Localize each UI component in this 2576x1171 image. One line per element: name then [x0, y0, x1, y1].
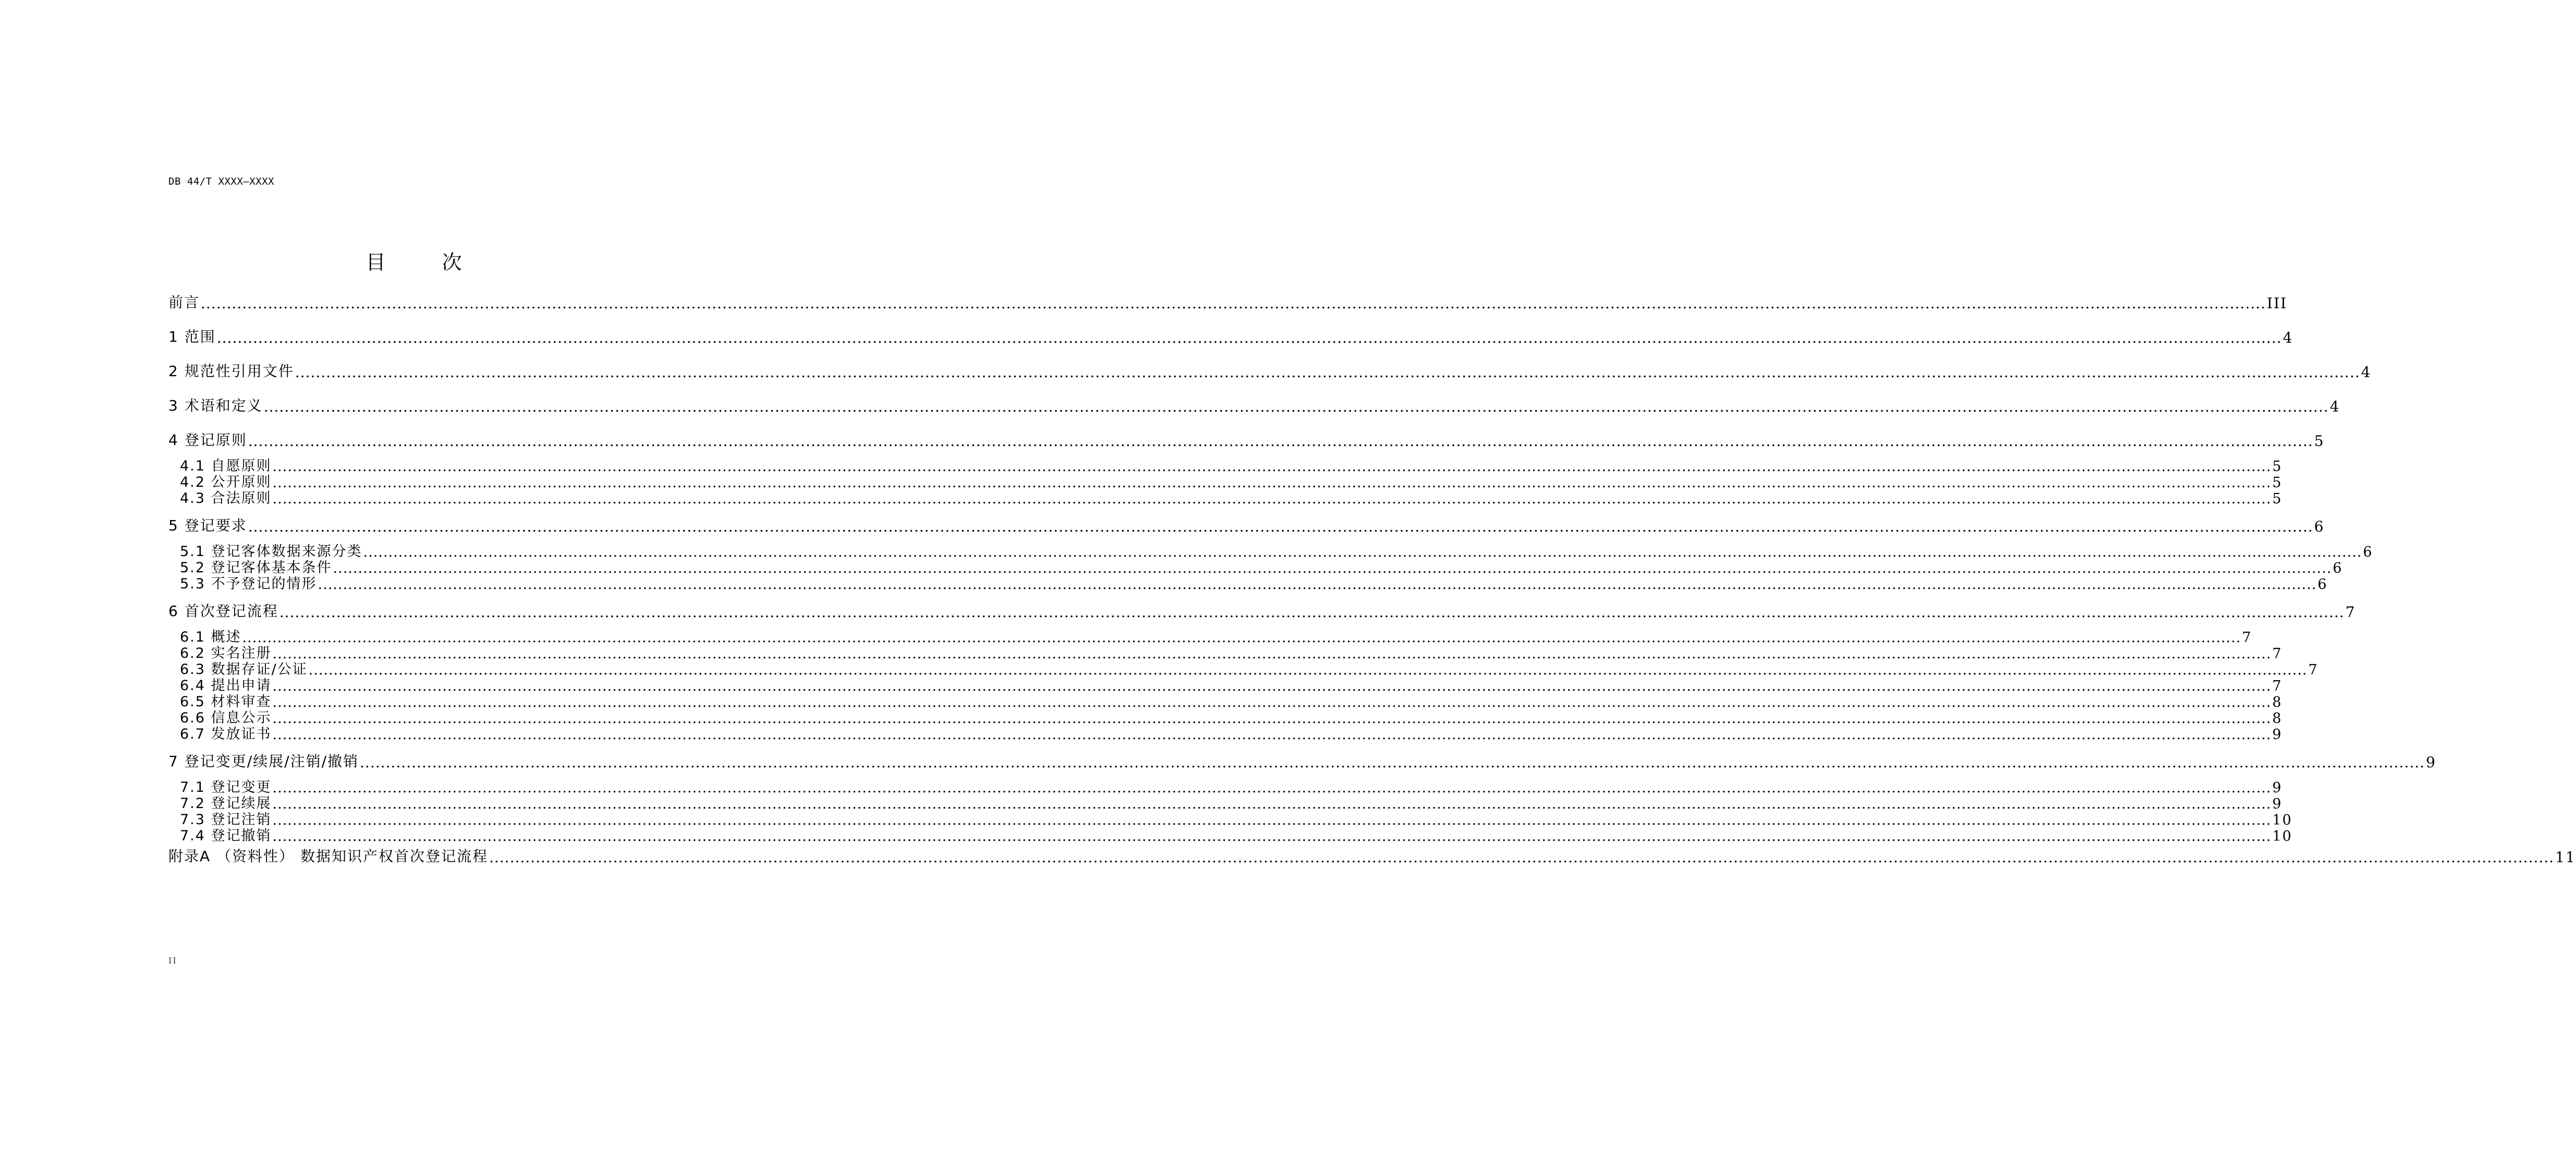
- toc-leader-dots: ................................................................................................................................................................................................................................................................................................................................................................................................................: [272, 458, 2271, 475]
- toc-entry[interactable]: [168, 848, 2576, 866]
- toc-entry-page: 4: [2329, 398, 2340, 415]
- toc-leader-dots: ................................................................................................................................................................................................................................................................................................................................................................................................................: [201, 295, 2266, 312]
- toc-entry-page: 4: [2361, 364, 2372, 381]
- toc-entry-page: 9: [2426, 754, 2437, 771]
- toc-entry-page: 10: [2272, 812, 2292, 828]
- toc-entry[interactable]: [168, 753, 2437, 771]
- toc-entry-page: 8: [2272, 694, 2282, 710]
- toc-entry-page: 4: [2282, 329, 2293, 346]
- toc-entry-label: 6.2 实名注册: [180, 645, 272, 661]
- toc-entry[interactable]: [168, 363, 2372, 381]
- toc-leader-dots: ................................................................................................................................................................................................................................................................................................................................................................................................................: [216, 329, 2282, 346]
- toc-entry-label: 6.1 概述: [180, 629, 241, 645]
- toc-entry-page: 7: [2345, 603, 2356, 621]
- toc-entry-page: 9: [2272, 780, 2282, 796]
- toc-entry-label: 7.3 登记注销: [180, 812, 272, 828]
- toc-leader-dots: ................................................................................................................................................................................................................................................................................................................................................................................................................: [272, 678, 2271, 694]
- toc-leader-dots: ................................................................................................................................................................................................................................................................................................................................................................................................................: [295, 364, 2360, 381]
- toc-entry-page: 6: [2332, 560, 2343, 576]
- document-code: DB 44/T XXXX—XXXX: [168, 176, 274, 187]
- toc-entry-label: 前言: [168, 294, 200, 311]
- toc-entry[interactable]: [168, 517, 2325, 535]
- toc-leader-dots: ................................................................................................................................................................................................................................................................................................................................................................................................................: [248, 518, 2313, 535]
- toc-entry-label: 6.7 发放证书: [180, 726, 272, 742]
- toc-entry-label: 3 术语和定义: [168, 397, 263, 414]
- toc-entry[interactable]: [168, 828, 2292, 844]
- toc-leader-dots: ................................................................................................................................................................................................................................................................................................................................................................................................................: [272, 491, 2271, 507]
- toc-entry-label: 1 范围: [168, 328, 216, 345]
- toc-entry-page: 6: [2363, 544, 2373, 560]
- toc-entry-page: 7: [2272, 646, 2282, 662]
- toc-entry-page: 5: [2272, 475, 2282, 491]
- table-of-contents: [168, 0, 2576, 1171]
- toc-entry-page: 7: [2308, 662, 2318, 678]
- toc-entry-label: 6 首次登记流程: [168, 602, 278, 620]
- toc-entry-label: 2 规范性引用文件: [168, 363, 294, 380]
- toc-leader-dots: ................................................................................................................................................................................................................................................................................................................................................................................................................: [272, 694, 2271, 710]
- page-number: II: [168, 956, 177, 965]
- toc-entry-label: 6.5 材料审查: [180, 694, 272, 710]
- toc-leader-dots: ................................................................................................................................................................................................................................................................................................................................................................................................................: [272, 646, 2271, 662]
- toc-leader-dots: ................................................................................................................................................................................................................................................................................................................................................................................................................: [248, 432, 2313, 450]
- toc-leader-dots: ................................................................................................................................................................................................................................................................................................................................................................................................................: [308, 662, 2307, 678]
- toc-leader-dots: ................................................................................................................................................................................................................................................................................................................................................................................................................: [272, 796, 2271, 812]
- toc-leader-dots: ................................................................................................................................................................................................................................................................................................................................................................................................................: [272, 780, 2271, 796]
- toc-entry-label: 6.4 提出申请: [180, 678, 272, 694]
- toc-entry[interactable]: [168, 328, 2293, 346]
- toc-entry-page: 8: [2272, 710, 2282, 727]
- toc-leader-dots: ................................................................................................................................................................................................................................................................................................................................................................................................................: [272, 727, 2271, 743]
- toc-entry[interactable]: [168, 490, 2282, 507]
- toc-entry[interactable]: [168, 576, 2328, 593]
- toc-leader-dots: ................................................................................................................................................................................................................................................................................................................................................................................................................: [363, 544, 2362, 560]
- toc-entry-page: 6: [2314, 518, 2325, 535]
- toc-entry-page: 11: [2555, 849, 2576, 866]
- toc-entry[interactable]: [168, 726, 2282, 743]
- toc-entry-page: 6: [2317, 576, 2328, 593]
- toc-entry-label: 6.6 信息公示: [180, 710, 272, 726]
- toc-entry-page: 5: [2272, 458, 2282, 475]
- toc-entry-label: 附录A （资料性） 数据知识产权首次登记流程: [168, 848, 488, 865]
- toc-entry-label: 7.1 登记变更: [180, 779, 272, 795]
- page-title: 目 次: [366, 251, 487, 274]
- toc-entry-page: 10: [2272, 828, 2292, 844]
- toc-entry-page: 9: [2272, 727, 2282, 743]
- toc-leader-dots: ................................................................................................................................................................................................................................................................................................................................................................................................................: [272, 475, 2271, 491]
- toc-entry-label: 7.2 登记续展: [180, 795, 272, 812]
- toc-entry-label: 6.3 数据存证/公证: [180, 661, 308, 678]
- toc-entry-label: 5 登记要求: [168, 517, 247, 534]
- toc-leader-dots: ................................................................................................................................................................................................................................................................................................................................................................................................................: [263, 398, 2329, 415]
- toc-entry-label: 5.2 登记客体基本条件: [180, 560, 332, 576]
- toc-entry-label: 5.3 不予登记的情形: [180, 576, 317, 592]
- toc-entry-label: 4.3 合法原则: [180, 490, 272, 506]
- toc-leader-dots: ................................................................................................................................................................................................................................................................................................................................................................................................................: [489, 849, 2555, 866]
- toc-entry[interactable]: [168, 602, 2356, 621]
- toc-entry-label: 4.2 公开原则: [180, 474, 272, 490]
- toc-leader-dots: ................................................................................................................................................................................................................................................................................................................................................................................................................: [242, 630, 2241, 646]
- toc-entry-page: 9: [2272, 796, 2282, 812]
- toc-leader-dots: ................................................................................................................................................................................................................................................................................................................................................................................................................: [318, 576, 2317, 593]
- toc-entry[interactable]: [168, 431, 2325, 450]
- toc-entry[interactable]: [168, 397, 2340, 415]
- toc-entry-label: 4 登记原则: [168, 431, 247, 449]
- toc-leader-dots: ................................................................................................................................................................................................................................................................................................................................................................................................................: [279, 603, 2344, 621]
- toc-leader-dots: ................................................................................................................................................................................................................................................................................................................................................................................................................: [272, 710, 2271, 727]
- toc-entry-page: 5: [2314, 432, 2325, 450]
- toc-entry-label: 7.4 登记撤销: [180, 828, 272, 844]
- toc-leader-dots: ................................................................................................................................................................................................................................................................................................................................................................................................................: [360, 754, 2425, 771]
- toc-entry-page: III: [2267, 295, 2288, 312]
- toc-leader-dots: ................................................................................................................................................................................................................................................................................................................................................................................................................: [333, 560, 2332, 576]
- toc-leader-dots: ................................................................................................................................................................................................................................................................................................................................................................................................................: [272, 828, 2271, 844]
- toc-entry-label: 4.1 自愿原则: [180, 458, 272, 474]
- toc-entry-page: 5: [2272, 491, 2282, 507]
- toc-entry-label: 7 登记变更/续展/注销/撤销: [168, 753, 359, 770]
- toc-entry-label: 5.1 登记客体数据来源分类: [180, 544, 362, 560]
- toc-entry[interactable]: [168, 294, 2288, 312]
- toc-entry-page: 7: [2242, 630, 2252, 646]
- toc-entry-page: 7: [2272, 678, 2282, 694]
- toc-leader-dots: ................................................................................................................................................................................................................................................................................................................................................................................................................: [272, 812, 2271, 828]
